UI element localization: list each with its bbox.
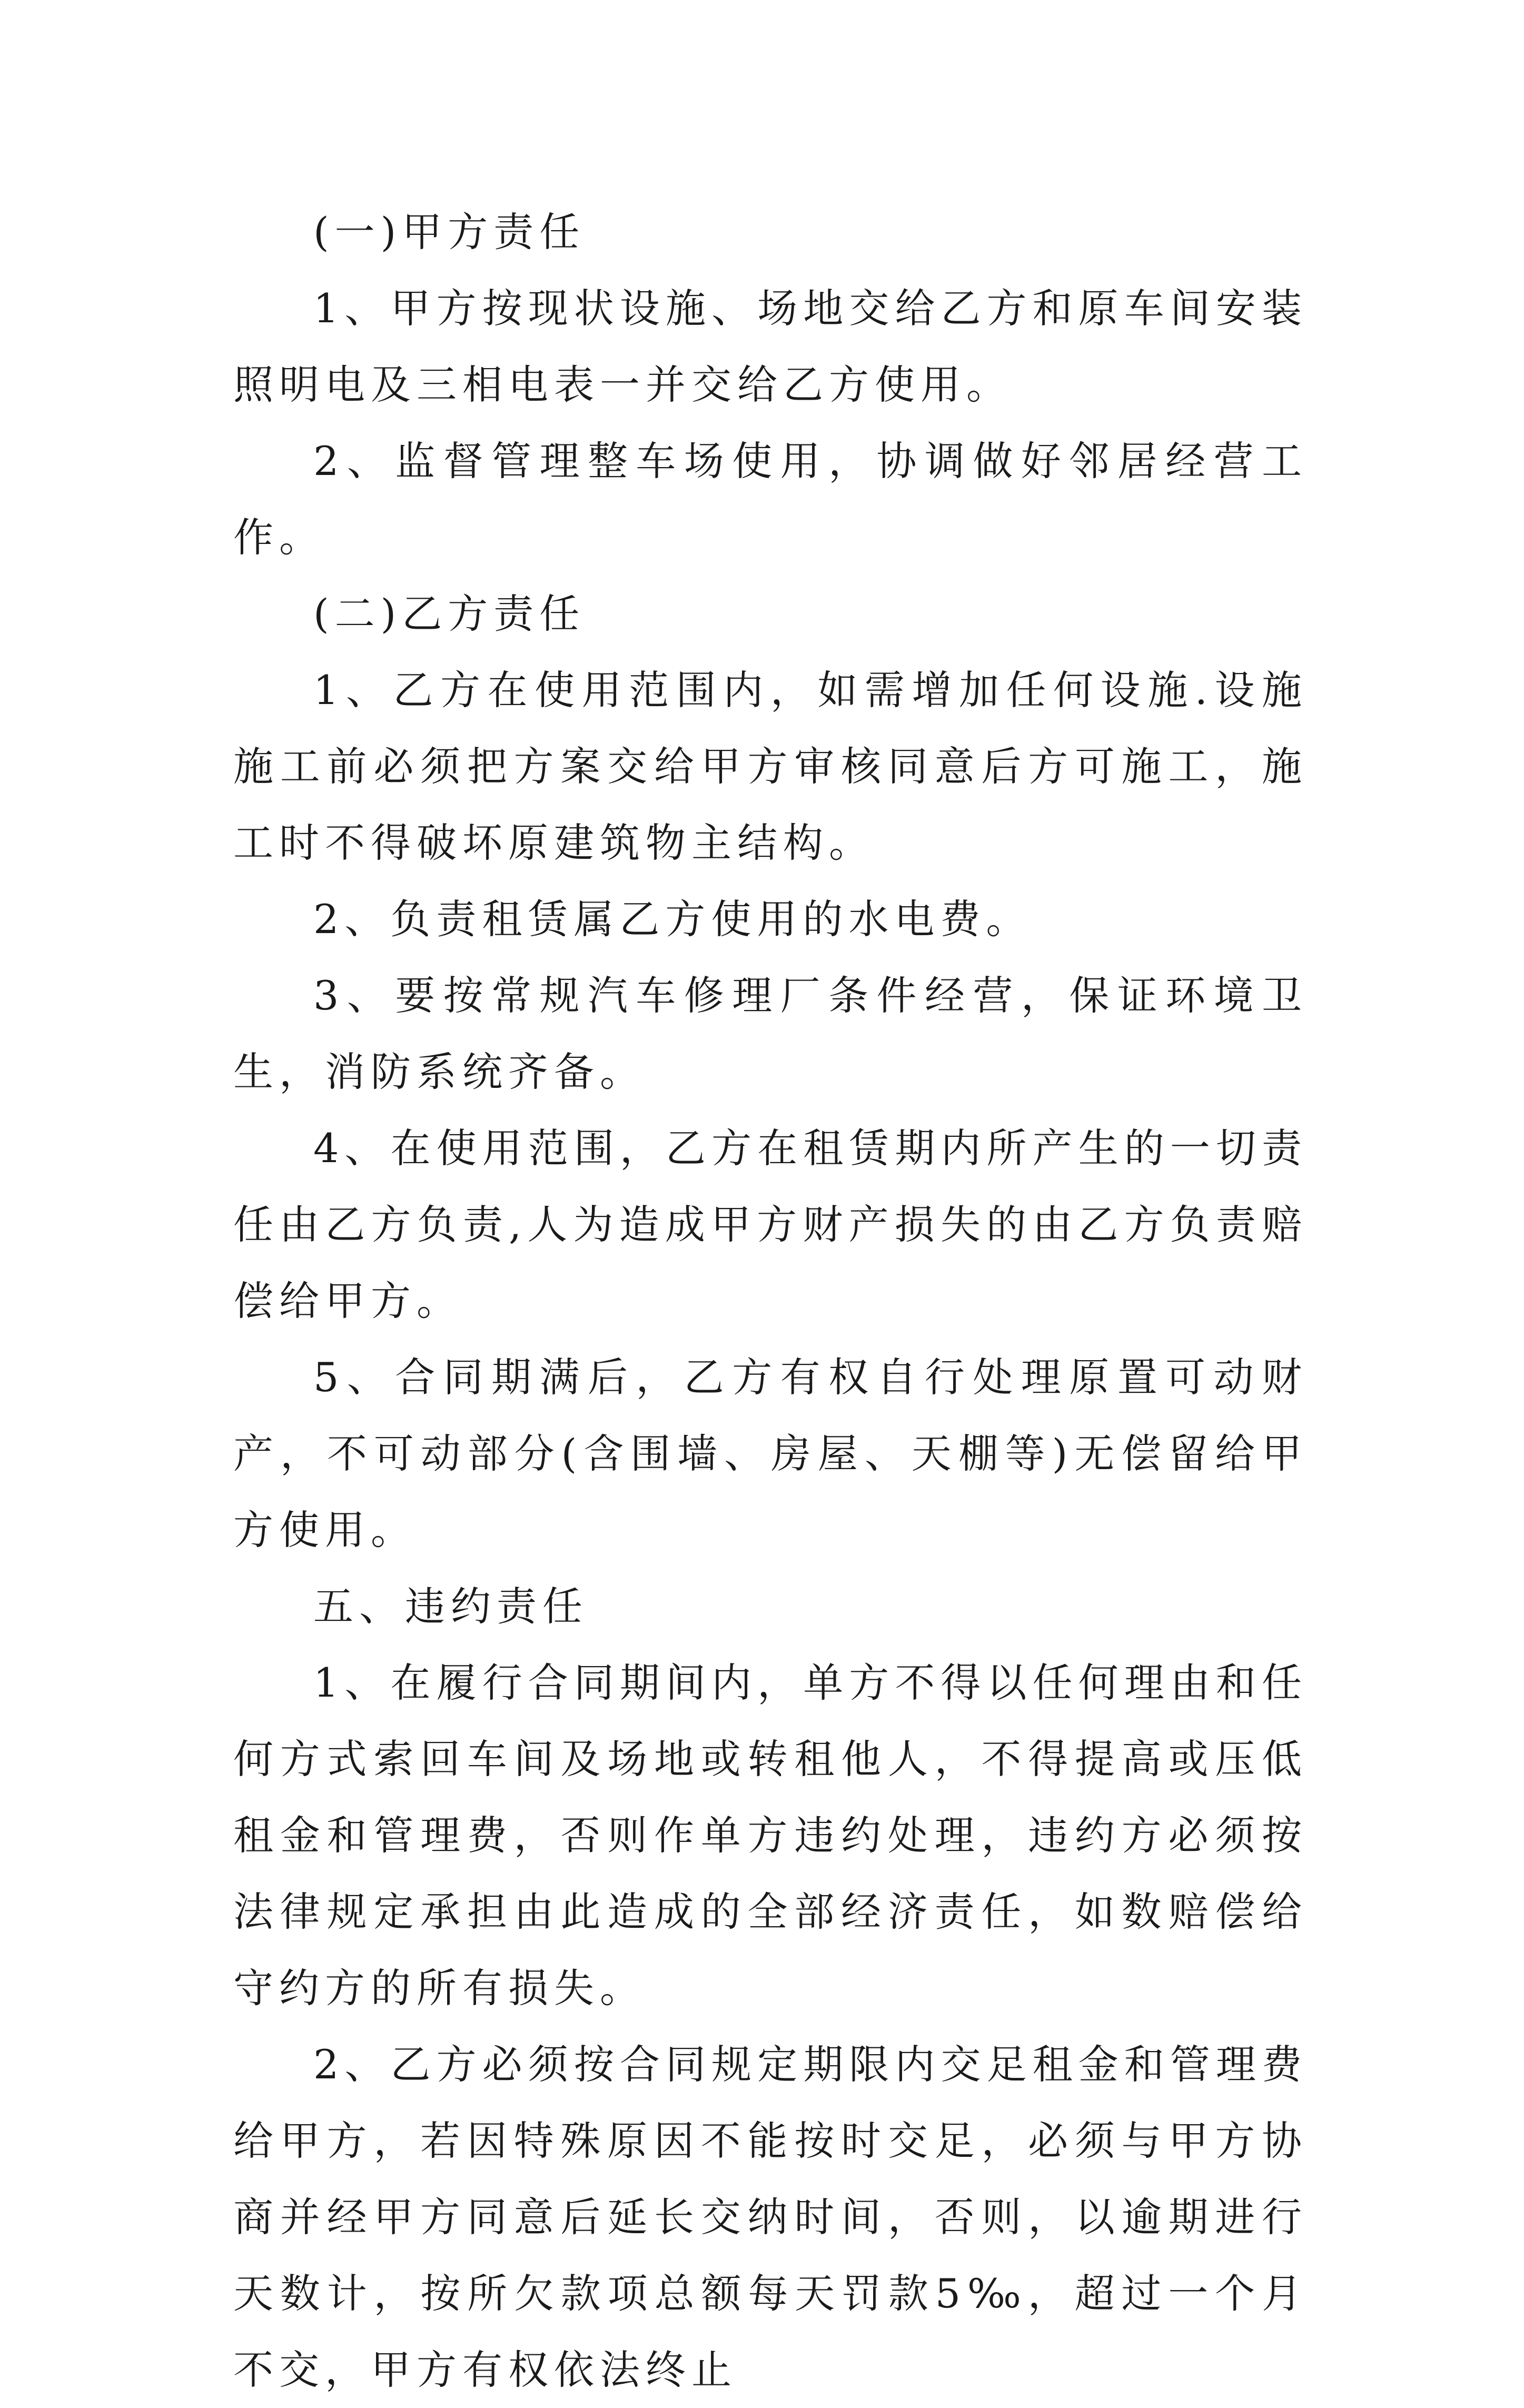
paragraph: 5、合同期满后，乙方有权自行处理原置可动财产，不可动部分(含围墙、房屋、天棚等)无偿留给甲方使用。 <box>233 1354 1308 1553</box>
document-body <box>233 194 1308 2408</box>
paragraph: 2、负责租赁属乙方使用的水电费。 <box>313 896 1032 943</box>
paragraph: 1、甲方按现状设施、场地交给乙方和原车间安装照明电及三相电表一并交给乙方使用。 <box>233 285 1308 408</box>
section-heading-party-a: (一)甲方责任 <box>313 209 586 255</box>
paragraph: 4、在使用范围，乙方在租赁期内所产生的一切责任由乙方负责,人为造成甲方财产损失的由乙方负责赔偿给甲方。 <box>233 1125 1308 1324</box>
paragraph: 2、乙方必须按合同规定期限内交足租金和管理费给甲方，若因特殊原因不能按时交足，必须与甲方协商并经甲方同意后延长交纳时间，否则，以逾期进行天数计，按所欠款项总额每天罚款5‰，超过一个月不交，甲方有权依法终止 <box>233 2041 1308 2393</box>
paragraph: 2、监督管理整车场使用，协调做好邻居经营工作。 <box>233 438 1308 561</box>
section-heading-breach: 五、违约责任 <box>313 1583 588 1630</box>
paragraph: 1、在履行合同期间内，单方不得以任何理由和任何方式索回车间及场地或转租他人，不得提高或压低租金和管理费，否则作单方违约处理，违约方必须按法律规定承担由此造成的全部经济责任，如数赔偿给守约方的所有损失。 <box>233 1659 1308 2011</box>
paragraph: 1、乙方在使用范围内，如需增加任何设施.设施施工前必须把方案交给甲方审核同意后方可施工，施工时不得破坏原建筑物主结构。 <box>233 667 1308 866</box>
paragraph: 3、要按常规汽车修理厂条件经营，保证环境卫生，消防系统齐备。 <box>233 972 1308 1095</box>
section-heading-party-b: (二)乙方责任 <box>313 590 586 637</box>
